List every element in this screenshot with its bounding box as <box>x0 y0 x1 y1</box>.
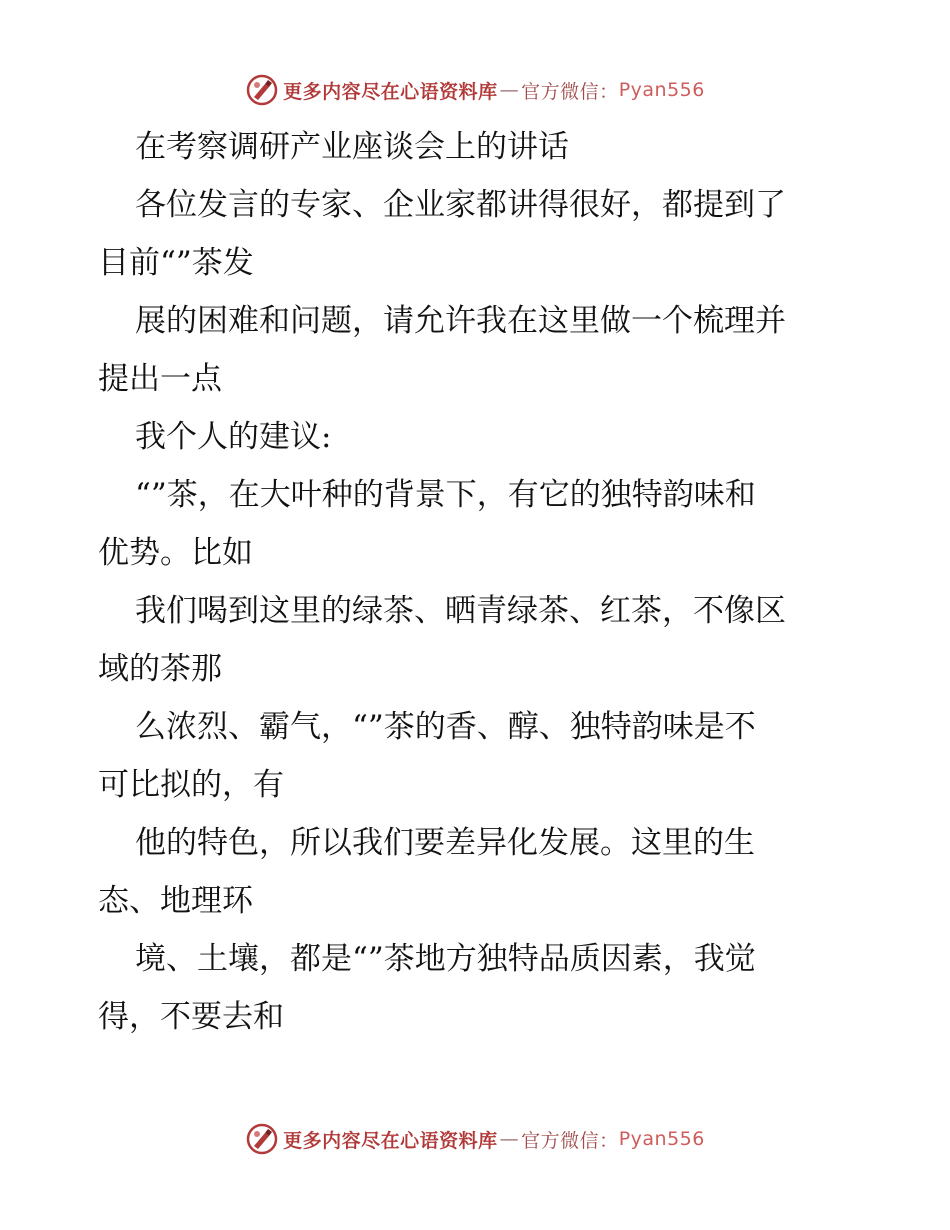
footer-wechat-label: 官方微信： <box>521 1129 619 1152</box>
text-line: 可比拟的，有 <box>98 767 284 803</box>
header-banner <box>0 70 950 110</box>
text-line: 态、地理环 <box>98 883 253 919</box>
text-line: 优势。比如 <box>98 535 253 571</box>
header-separator: — <box>499 79 520 101</box>
footer-separator: — <box>499 1128 520 1150</box>
document-title: 在考察调研产业座谈会上的讲话 <box>135 129 569 165</box>
text-line: 境、土壤，都是“”茶地方独特品质因素，我觉 <box>135 941 756 977</box>
header-wechat-label: 官方微信： <box>521 80 619 103</box>
footer-wechat-id: Pyan556 <box>618 1128 705 1150</box>
header-site-name: 更多内容尽在心语资料库 <box>283 80 498 103</box>
text-line: 得，不要去和 <box>98 999 284 1035</box>
text-line: 展的困难和问题，请允许我在这里做一个梳理并 <box>135 303 786 339</box>
text-line: 么浓烈、霸气，“”茶的香、醇、独特韵味是不 <box>135 709 756 745</box>
text-line: 他的特色，所以我们要差异化发展。这里的生 <box>135 825 755 861</box>
text-line: 域的茶那 <box>98 651 222 687</box>
text-line: 目前“”茶发 <box>98 245 254 281</box>
text-line: 我们喝到这里的绿茶、晒青绿茶、红茶，不像区 <box>135 593 786 629</box>
footer-banner <box>0 1119 950 1159</box>
text-line: “”茶，在大叶种的背景下，有它的独特韵味和 <box>135 477 756 513</box>
footer-site-name: 更多内容尽在心语资料库 <box>283 1129 498 1152</box>
text-line: 提出一点 <box>98 361 222 397</box>
pen-logo-icon <box>245 73 279 107</box>
header-wechat-id: Pyan556 <box>618 79 705 101</box>
text-line: 各位发言的专家、企业家都讲得很好，都提到了 <box>135 187 786 223</box>
pen-logo-icon <box>245 1122 279 1156</box>
text-line: 我个人的建议: <box>135 419 332 455</box>
document-body <box>98 118 858 1046</box>
